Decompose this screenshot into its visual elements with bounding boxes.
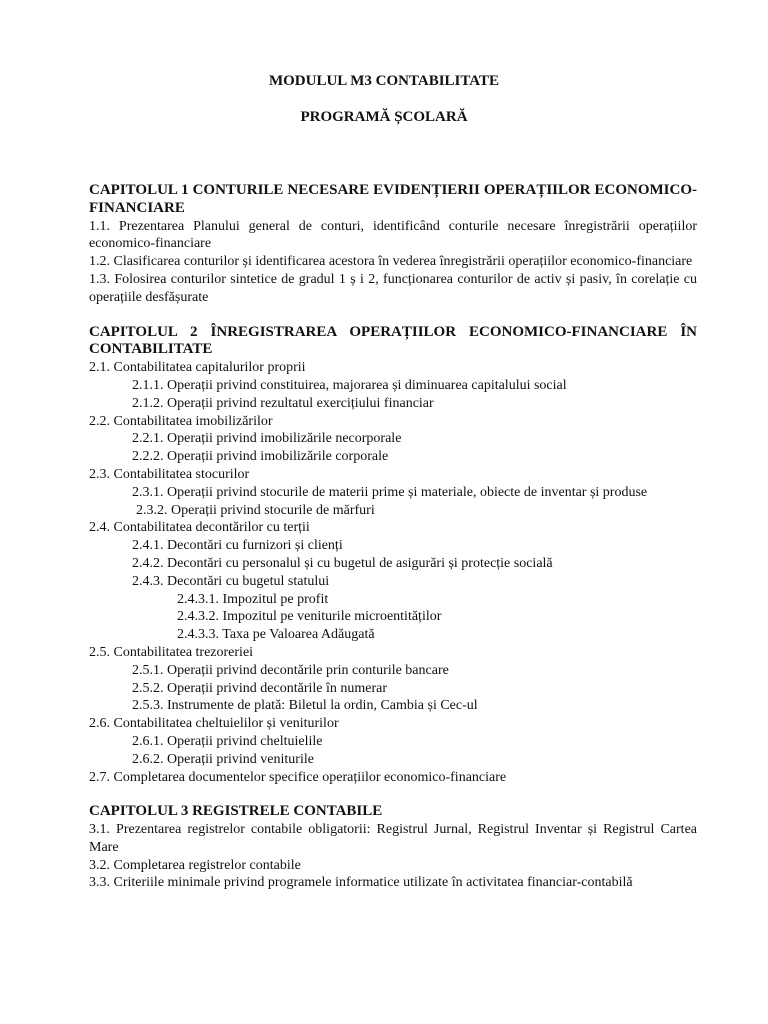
list-item: 2.3. Contabilitatea stocurilor [89, 466, 250, 482]
chapter-1-heading: CAPITOLUL 1 CONTURILE NECESARE EVIDENȚIERII OPERAȚIILOR ECONOMICO-FINANCIARE [89, 182, 697, 216]
list-item: 2.5.1. Operații privind decontările prin conturile bancare [132, 662, 449, 678]
list-item: 2.1.2. Operații privind rezultatul exercițiului financiar [132, 395, 434, 411]
list-item: 2.2.2. Operații privind imobilizările corporale [132, 449, 389, 465]
list-item: 3.3. Criteriile minimale privind programele informatice utilizate în activitatea financiar-contabilă [89, 875, 633, 891]
list-item: 2.2.1. Operații privind imobilizările necorporale [132, 431, 402, 447]
list-item: 2.7. Completarea documentelor specifice operațiilor economico-financiare [89, 769, 507, 785]
document-subtitle: PROGRAMĂ ȘCOLARĂ [300, 109, 468, 125]
list-item: 2.4.3.1. Impozitul pe profit [177, 591, 329, 607]
list-item: 3.1. Prezentarea registrelor contabile obligatorii: Registrul Jurnal, Registrul Inventar și Registrul Cartea Mare [89, 822, 697, 855]
list-item: 2.4.3.3. Taxa pe Valoarea Adăugată [177, 627, 375, 643]
chapter-2-heading: CAPITOLUL 2 ÎNREGISTRAREA OPERAȚIILOR ECONOMICO-FINANCIARE ÎN CONTABILITATE [89, 323, 697, 358]
list-item: 2.4.3.2. Impozitul pe veniturile microentităților [177, 609, 442, 625]
section-spacer [89, 786, 697, 803]
chapter-3 [89, 803, 697, 892]
list-item: 2.3.1. Operații privind stocurile de materii prime și materiale, obiecte de inventar și produse [132, 484, 648, 500]
list-item: 3.2. Completarea registrelor contabile [89, 857, 301, 873]
list-item: 2.5.2. Operații privind decontările în numerar [132, 680, 388, 696]
list-item: 2.3.2. Operații privind stocurile de mărfuri [136, 502, 375, 518]
section-spacer [89, 307, 697, 324]
list-item: 2.4.3. Decontări cu bugetul statului [132, 573, 330, 589]
list-item: 1.3. Folosirea conturilor sintetice de gradul 1 ș i 2, funcționarea conturilor de activ și pasiv, în corelație cu operațiile desfășurate [89, 271, 697, 305]
list-item: 2.2. Contabilitatea imobilizărilor [89, 413, 273, 429]
chapter-3-heading: CAPITOLUL 3 REGISTRELE CONTABILE [89, 803, 383, 820]
list-item: 2.6.2. Operații privind veniturile [132, 751, 314, 767]
chapter-1 [89, 182, 697, 307]
list-item: 2.5. Contabilitatea trezoreriei [89, 644, 254, 660]
list-item: 2.1. Contabilitatea capitalurilor proprii [89, 360, 306, 376]
list-item: 2.4.1. Decontări cu furnizori și clienți [132, 538, 343, 554]
chapter-2 [89, 324, 697, 787]
list-item: 2.4.2. Decontări cu personalul și cu bugetul de asigurări și protecție socială [132, 555, 553, 571]
list-item: 1.2. Clasificarea conturilor și identificarea acestora în vederea înregistrării operațiilor economico-financiare [89, 254, 693, 270]
list-item: 2.5.3. Instrumente de plată: Biletul la ordin, Cambia și Cec-ul [132, 698, 478, 714]
document-title: MODULUL M3 CONTABILITATE [268, 73, 500, 89]
list-item: 2.1.1. Operații privind constituirea, majorarea și diminuarea capitalului social [132, 377, 567, 393]
list-item: 2.6. Contabilitatea cheltuielilor și veniturilor [89, 716, 339, 732]
document-body [89, 182, 697, 892]
list-item: 2.6.1. Operații privind cheltuielile [132, 733, 323, 749]
list-item: 1.1. Prezentarea Planului general de conturi, identificând conturile necesare înregistrării operațiilor economico-financiare [89, 218, 697, 252]
list-item: 2.4. Contabilitatea decontărilor cu terții [89, 520, 310, 536]
